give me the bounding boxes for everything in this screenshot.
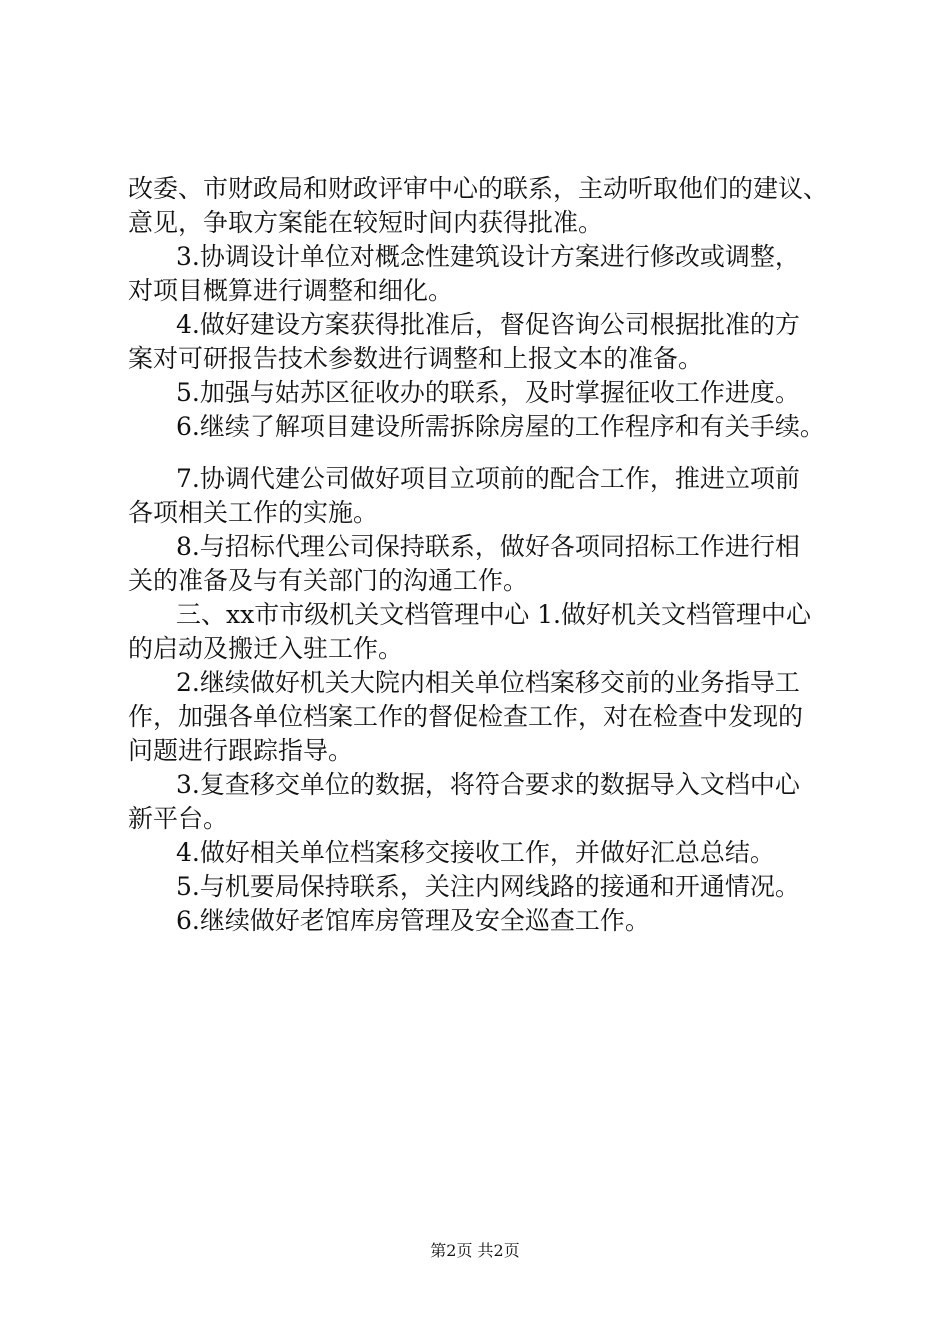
text-line: 问题进行跟踪指导。 [128, 736, 354, 765]
text-line: 8.与招标代理公司保持联系，做好各项同招标工作进行相 [176, 532, 800, 561]
text-line: 5.加强与姑苏区征收办的联系，及时掌握征收工作进度。 [176, 378, 800, 407]
text-line: 的启动及搬迁入驻工作。 [128, 634, 404, 663]
text-line: 改委、市财政局和财政评审中心的联系，主动听取他们的建议、 [128, 174, 829, 203]
text-line: 5.与机要局保持联系，关注内网线路的接通和开通情况。 [176, 872, 800, 901]
text-line: 4.做好相关单位档案移交接收工作，并做好汇总总结。 [176, 838, 775, 867]
text-line: 7.协调代建公司做好项目立项前的配合工作，推进立项前 [176, 464, 800, 493]
text-line: 4.做好建设方案获得批准后，督促咨询公司根据批准的方 [176, 310, 800, 339]
text-line: 6.继续做好老馆库房管理及安全巡查工作。 [176, 906, 650, 935]
text-line: 新平台。 [128, 804, 229, 833]
text-line: 案对可研报告技术参数进行调整和上报文本的准备。 [128, 344, 704, 373]
text-line: 2.继续做好机关大院内相关单位档案移交前的业务指导工 [176, 668, 800, 697]
text-line: 意见，争取方案能在较短时间内获得批准。 [128, 208, 604, 237]
page-footer: 第2页 共2页 [430, 1241, 520, 1260]
text-line: 3.协调设计单位对概念性建筑设计方案进行修改或调整， [176, 242, 800, 271]
section-heading-line: 三、xx市市级机关文档管理中心 1.做好机关文档管理中心 [176, 600, 811, 629]
text-line: 各项相关工作的实施。 [128, 498, 379, 527]
text-line: 作，加强各单位档案工作的督促检查工作，对在检查中发现的 [128, 702, 804, 731]
text-line: 对项目概算进行调整和细化。 [128, 276, 454, 305]
text-line: 6.继续了解项目建设所需拆除房屋的工作程序和有关手续。 [176, 412, 825, 441]
text-line: 3.复查移交单位的数据，将符合要求的数据导入文档中心 [176, 770, 800, 799]
text-line: 关的准备及与有关部门的沟通工作。 [128, 566, 529, 595]
